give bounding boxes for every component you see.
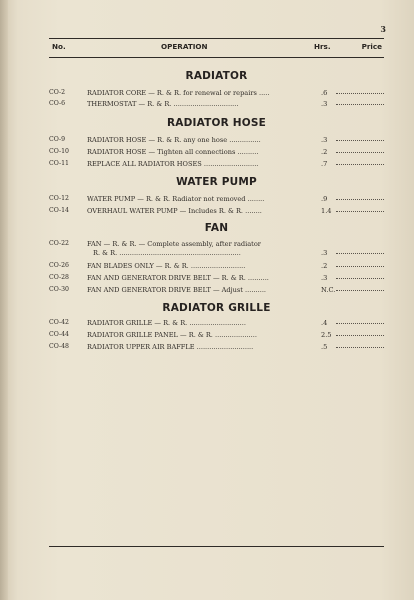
price-blank (336, 266, 384, 267)
section-title-fan: FAN (204, 222, 229, 234)
price-blank (336, 152, 384, 153)
header-hrs: Hrs. (314, 42, 331, 51)
table-row (49, 274, 384, 285)
op-description: FAN AND GENERATOR DRIVE BELT — Adjust .......... (87, 286, 267, 294)
price-blank (336, 199, 384, 200)
table-row-continued (49, 249, 384, 260)
op-hours: .3 (321, 249, 328, 257)
header-bottom-rule (49, 57, 384, 58)
footer-rule (49, 546, 384, 547)
op-code: CO-9 (49, 136, 66, 143)
op-hours: .4 (321, 319, 328, 327)
op-description: REPLACE ALL RADIATOR HOSES .......................... (87, 160, 259, 168)
op-description: THERMOSTAT — R. & R. ............................... (87, 100, 239, 108)
op-description: FAN BLADES ONLY — R. & R. .......................... (87, 262, 246, 270)
op-hours: .7 (321, 160, 328, 168)
op-code: CO-28 (49, 274, 69, 281)
op-code: CO-12 (49, 195, 69, 202)
op-hours: 2.5 (321, 331, 332, 339)
section-title-radiator-grille: RADIATOR GRILLE (162, 302, 271, 314)
table-row (49, 343, 384, 354)
header-no: No. (52, 42, 66, 51)
table-row (49, 100, 384, 111)
op-code: CO-26 (49, 262, 69, 269)
section-title-radiator-hose: RADIATOR HOSE (166, 117, 267, 129)
price-blank (336, 104, 384, 105)
op-code: CO-42 (49, 319, 69, 326)
price-blank (336, 335, 384, 336)
op-code: CO-6 (49, 100, 66, 107)
op-hours: N.C. (321, 286, 336, 294)
price-blank (336, 278, 384, 279)
header-price: Price (361, 42, 382, 51)
header-top-rule (49, 38, 384, 39)
op-description: FAN AND GENERATOR DRIVE BELT — R. & R. .......... (87, 274, 269, 282)
price-blank (336, 253, 384, 254)
price-blank (336, 93, 384, 94)
op-code: CO-30 (49, 286, 69, 293)
op-code: CO-11 (49, 160, 69, 167)
op-description: RADIATOR GRILLE — R. & R. ........................... (87, 319, 246, 327)
table-row (49, 286, 384, 297)
table-row (49, 136, 384, 147)
op-hours: 1.4 (321, 207, 332, 215)
op-hours: .3 (321, 136, 328, 144)
op-hours: .6 (321, 89, 328, 97)
op-code: CO-10 (49, 148, 69, 155)
section-title-radiator: RADIATOR (185, 70, 248, 82)
op-code: CO-2 (49, 89, 66, 96)
op-code: CO-48 (49, 343, 69, 350)
table-row (49, 207, 384, 218)
header-operation: OPERATION (161, 42, 208, 51)
table-row (49, 331, 384, 342)
table-row (49, 148, 384, 159)
section-title-water-pump: WATER PUMP (176, 176, 257, 188)
op-description: RADIATOR CORE — R. & R. for renewal or repairs ..... (87, 89, 270, 97)
op-code: CO-44 (49, 331, 69, 338)
table-row (49, 262, 384, 273)
op-hours: .9 (321, 195, 328, 203)
op-hours: .2 (321, 148, 328, 156)
op-code: CO-14 (49, 207, 69, 214)
price-blank (336, 323, 384, 324)
table-row (49, 89, 384, 100)
price-blank (336, 140, 384, 141)
price-blank (336, 164, 384, 165)
op-description: RADIATOR HOSE — R. & R. any one hose ............... (87, 136, 261, 144)
op-description: RADIATOR GRILLE PANEL — R. & R. .................... (87, 331, 257, 339)
op-description: RADIATOR HOSE — Tighten all connections .......... (87, 148, 259, 156)
op-description: RADIATOR UPPER AIR BAFFLE ........................... (87, 343, 254, 351)
op-description: OVERHAUL WATER PUMP — Includes R. & R. ........ (87, 207, 262, 215)
price-blank (336, 211, 384, 212)
page-number: 3 (380, 24, 386, 34)
op-hours: .2 (321, 262, 328, 270)
price-blank (336, 347, 384, 348)
price-blank (336, 290, 384, 291)
op-description-cont: R. & R. .......................................................... (93, 249, 241, 257)
table-row (49, 195, 384, 206)
op-hours: .3 (321, 100, 328, 108)
table-header (49, 42, 384, 54)
page-binding-shadow (0, 0, 8, 600)
op-code: CO-22 (49, 240, 69, 247)
op-description: WATER PUMP — R. & R. Radiator not removed ........ (87, 195, 265, 203)
op-hours: .5 (321, 343, 328, 351)
table-row (49, 160, 384, 171)
table-row (49, 319, 384, 330)
op-description: FAN — R. & R. — Complete assembly, after radiator (87, 240, 261, 248)
op-hours: .3 (321, 274, 328, 282)
